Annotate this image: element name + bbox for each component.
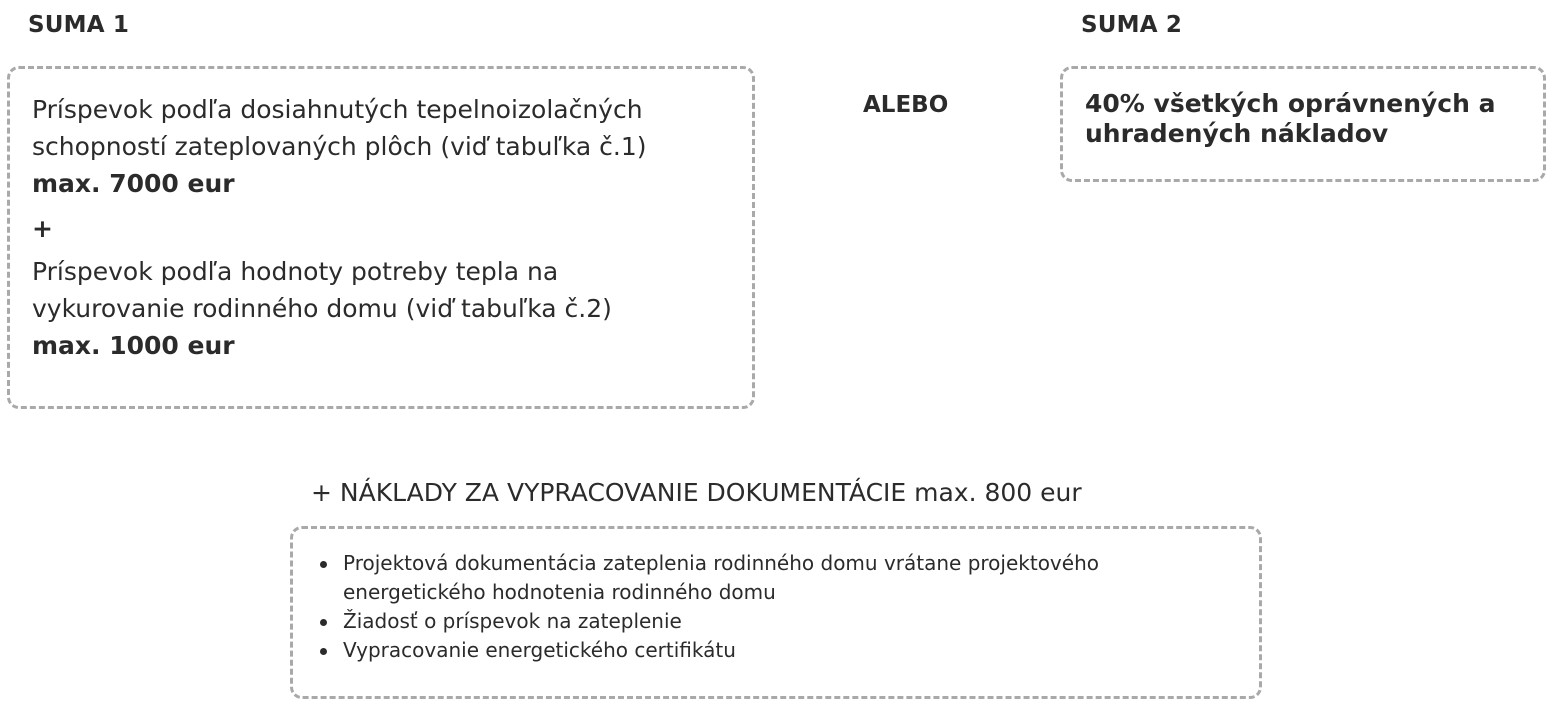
alebo-label: ALEBO (863, 92, 949, 118)
suma1-plus-sign: + (32, 214, 53, 243)
bullet-icon (320, 648, 327, 655)
list-item (315, 636, 1237, 665)
bullet-icon (320, 619, 327, 626)
suma1-contribution1-max: max. 7000 eur (32, 169, 235, 198)
list-item-text: Žiadosť o príspevok na zateplenie (343, 609, 682, 633)
list-item-line2: energetického hodnotenia rodinného domu (343, 580, 776, 604)
list-item (315, 607, 1237, 636)
suma1-contribution1-line1: Príspevok podľa dosiahnutých tepelnoizolačných (32, 95, 643, 124)
documentation-costs-title: + NÁKLADY ZA VYPRACOVANIE DOKUMENTÁCIE max. 800 eur (311, 478, 1082, 507)
suma2-box (1060, 66, 1546, 182)
list-item (315, 549, 1237, 607)
suma1-box (7, 66, 755, 409)
suma1-contribution2-line2: vykurovanie rodinného domu (viď tabuľka č.2) (32, 294, 612, 323)
documentation-costs-box (290, 526, 1262, 699)
bullet-icon (320, 561, 327, 568)
documentation-costs-list (315, 549, 1237, 665)
suma1-contribution2-max: max. 1000 eur (32, 331, 235, 360)
suma1-contribution1-line2: schopností zateplovaných plôch (viď tabuľka č.1) (32, 132, 647, 161)
suma2-line2: uhradených nákladov (1085, 119, 1389, 148)
list-item-line1: Projektová dokumentácia zateplenia rodinného domu vrátane projektového (343, 551, 1099, 575)
suma2-heading: SUMA 2 (1081, 12, 1183, 38)
suma1-contribution2-line1: Príspevok podľa hodnoty potreby tepla na (32, 257, 559, 286)
suma1-heading: SUMA 1 (28, 12, 130, 38)
list-item-text: Vypracovanie energetického certifikátu (343, 638, 736, 662)
suma2-line1: 40% všetkých oprávnených a (1085, 89, 1496, 118)
